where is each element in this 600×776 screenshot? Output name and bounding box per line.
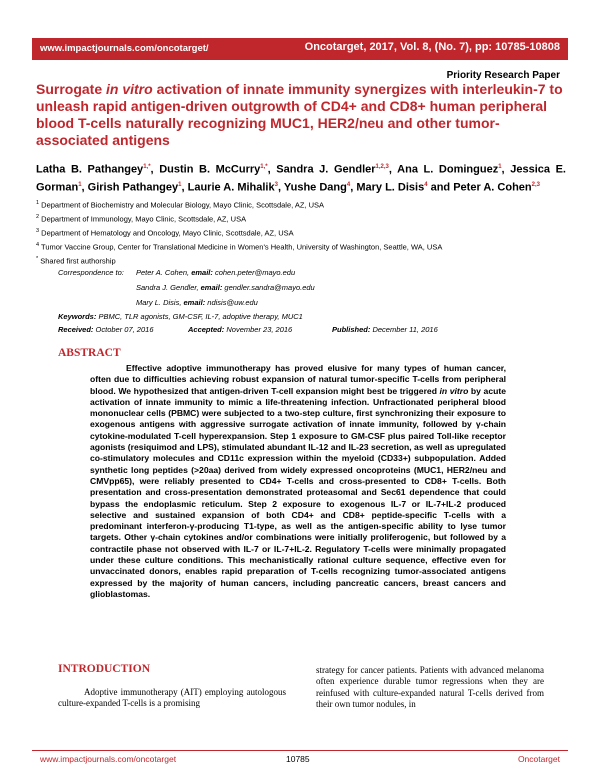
affiliation-2: $^2$ Department of Immunology, Mayo Clinic, Scottsdale, AZ, USA xyxy=(36,214,247,224)
footer-journal-name: Oncotarget xyxy=(517,754,560,764)
affiliation-3: $^3$ Department of Hematology and Oncology, Mayo Clinic, Scottsdale, AZ, USA xyxy=(36,228,294,238)
author-affiliation-marker: 1 xyxy=(498,164,502,170)
author-list: Latha B. Pathangey$^{1,*}$, Dustin B. McCurry$^{1,*}$, Sandra J. Gendler$^{1,2,3}$, Ana L. Dominguez$^1$, Jessica E. Gorman$^1$, Girish Pathangey$^1$, Laurie A. Mihalik$^3$, Yushe Dang$^4$, Mary L. Disis$^4$ and Peter A. Cohen$^{2,3}$ xyxy=(36,163,566,194)
footer-url[interactable]: www.impactjournals.com/oncotarget xyxy=(40,754,177,764)
correspondence-1: Peter A. Cohen, email: cohen.peter@mayo.edu xyxy=(136,268,296,277)
header-citation: Oncotarget, 2017, Vol. 8, (No. 7), pp: 10785-10808 xyxy=(304,41,560,53)
title-part-1: Surrogate xyxy=(36,81,107,97)
author-name: Peter A. Cohen xyxy=(453,181,532,194)
abstract-heading: ABSTRACT xyxy=(58,347,121,359)
published-date: Published: December 11, 2016 xyxy=(332,325,438,334)
author-affiliation-marker: 3 xyxy=(274,181,278,188)
article-title xyxy=(36,81,566,149)
author-name: Latha B. Pathangey xyxy=(36,163,144,176)
affiliation-shared: * Shared first authorship xyxy=(36,256,116,266)
page-number: 10785 xyxy=(286,754,310,764)
author-affiliation-marker: 1,* xyxy=(143,164,151,170)
author-name: Laurie A. Mihalik xyxy=(187,181,275,194)
intro-column-right: strategy for cancer patients. Patients with advanced melanoma often experience durable tumor regressions when they are reinfused with culture-expanded natural T-cells derived from their own tumor nodules, in xyxy=(316,665,544,709)
author-name: Dustin B. McCurry xyxy=(159,163,261,176)
author-name: Sandra J. Gendler xyxy=(276,163,376,176)
intro-column-left: Adoptive immunotherapy (AIT) employing autologous culture-expanded T-cells is a promising xyxy=(58,687,286,709)
title-italic: in vitro xyxy=(106,81,153,97)
author-affiliation-marker: 1 xyxy=(178,181,182,188)
author-name: Mary L. Disis xyxy=(356,181,425,194)
introduction-heading: INTRODUCTION xyxy=(58,663,151,675)
correspondence-3: Mary L. Disis, email: ndisis@uw.edu xyxy=(136,298,258,307)
email-link[interactable]: cohen.peter@mayo.edu xyxy=(214,268,296,277)
author-affiliation-marker: 4 xyxy=(424,181,428,188)
received-date: Received: October 07, 2016 xyxy=(58,325,154,334)
author-name: Girish Pathangey xyxy=(87,181,179,194)
footer-divider xyxy=(32,750,568,751)
header-journal-url[interactable]: www.impactjournals.com/oncotarget/ xyxy=(40,43,209,54)
author-affiliation-marker: 4 xyxy=(346,181,351,188)
title-part-3: activation of innate immunity synergizes with interleukin-7 to unleash rapid antigen-driven outgrowth of CD4+ and CD8+ human peripheral blood T-cells naturally recognizing MUC1, HER2/neu and other tumor-associated antigens xyxy=(36,81,563,148)
abstract-body: Effective adoptive immunotherapy has proved elusive for many types of human cancer, often due to difficulties achieving robust expansion of natural tumor-specific T-cells from peripheral blood. We hypothesized that antigen-driven T-cell expansion might best be triggered in vitro by acute activation of innate immunity to mimic a life-threatening infection. Unfractionated peripheral blood mononuclear cells (PBMC) were subjected to a two-step culture, first synchronizing their exposure to exogenous antigens with aggressive surrogate activation of innate immunity, followed by γ-chain cytokine-modulated T-cell hyperexpansion. Step 1 exposure to GM-CSF plus paired Toll-like receptor agonists (resiquimod and LPS), stimulated abundant IL-12 and IL-23 secretion, as well as upregulated co-stimulatory molecules and CD11c expression within the myeloid (CD33+) subpopulation. Added synthetic long peptides (>20aa) derived from widely expressed oncoproteins (MUC1, HER2/neu and CMVpp65), were reliably presented to CD4+ T-cells and cross-presented to CD8+ T-cells. Both presentation and cross-presentation demonstrated proteasomal and Sec61 dependence that could bypass the endoplasmic reticulum. Step 2 exposure to exogenous IL-7 or IL-7+IL-2 produced selective and sustained expansion of both CD4+ and CD8+ peptide-specific T-cells with a predominant interferon-γ-producing T1-type, as well as the antigen-specific ability to lyse tumor targets. Other γ-chain cytokines and/or combinations were initially proliferogenic, but followed by a contractile phase not observed with IL-7 or IL-7+IL-2. Regulatory T-cells were minimally propagated under these culture conditions. This mechanistically rational culture sequence, effective even for unvaccinated donors, enables rapid preparation of T-cells recognizing tumor-associated antigens expressed by the majority of human cancers, including pancreatic cancers, breast cancers and glioblastomas. xyxy=(90,363,506,599)
keywords: Keywords: PBMC, TLR agonists, GM-CSF, IL-7, adoptive therapy, MUC1 xyxy=(58,312,303,321)
correspondence-label: Correspondence to: xyxy=(58,268,124,277)
accepted-date: Accepted: November 23, 2016 xyxy=(188,325,293,334)
affiliation-1: $^1$ Department of Biochemistry and Molecular Biology, Mayo Clinic, Scottsdale, AZ, USA xyxy=(36,200,325,210)
author-affiliation-marker: 1 xyxy=(78,181,82,188)
author-affiliation-marker: 1,2,3 xyxy=(375,164,389,170)
author-affiliation-marker: 1,* xyxy=(260,164,268,170)
author-name: Ana L. Dominguez xyxy=(397,163,499,176)
email-link[interactable]: ndisis@uw.edu xyxy=(207,298,258,307)
section-type-label: Priority Research Paper xyxy=(446,70,560,81)
correspondence-2: Sandra J. Gendler, email: gendler.sandra@mayo.edu xyxy=(136,283,315,292)
affiliation-4: $^4$ Tumor Vaccine Group, Center for Translational Medicine in Women's Health, University of Washington, Seattle, WA, USA xyxy=(36,242,443,252)
email-link[interactable]: gendler.sandra@mayo.edu xyxy=(224,283,315,292)
author-name: Jessica E. Gorman xyxy=(36,163,566,194)
author-name: Yushe Dang xyxy=(283,181,347,194)
author-affiliation-marker: 2,3 xyxy=(531,181,540,188)
